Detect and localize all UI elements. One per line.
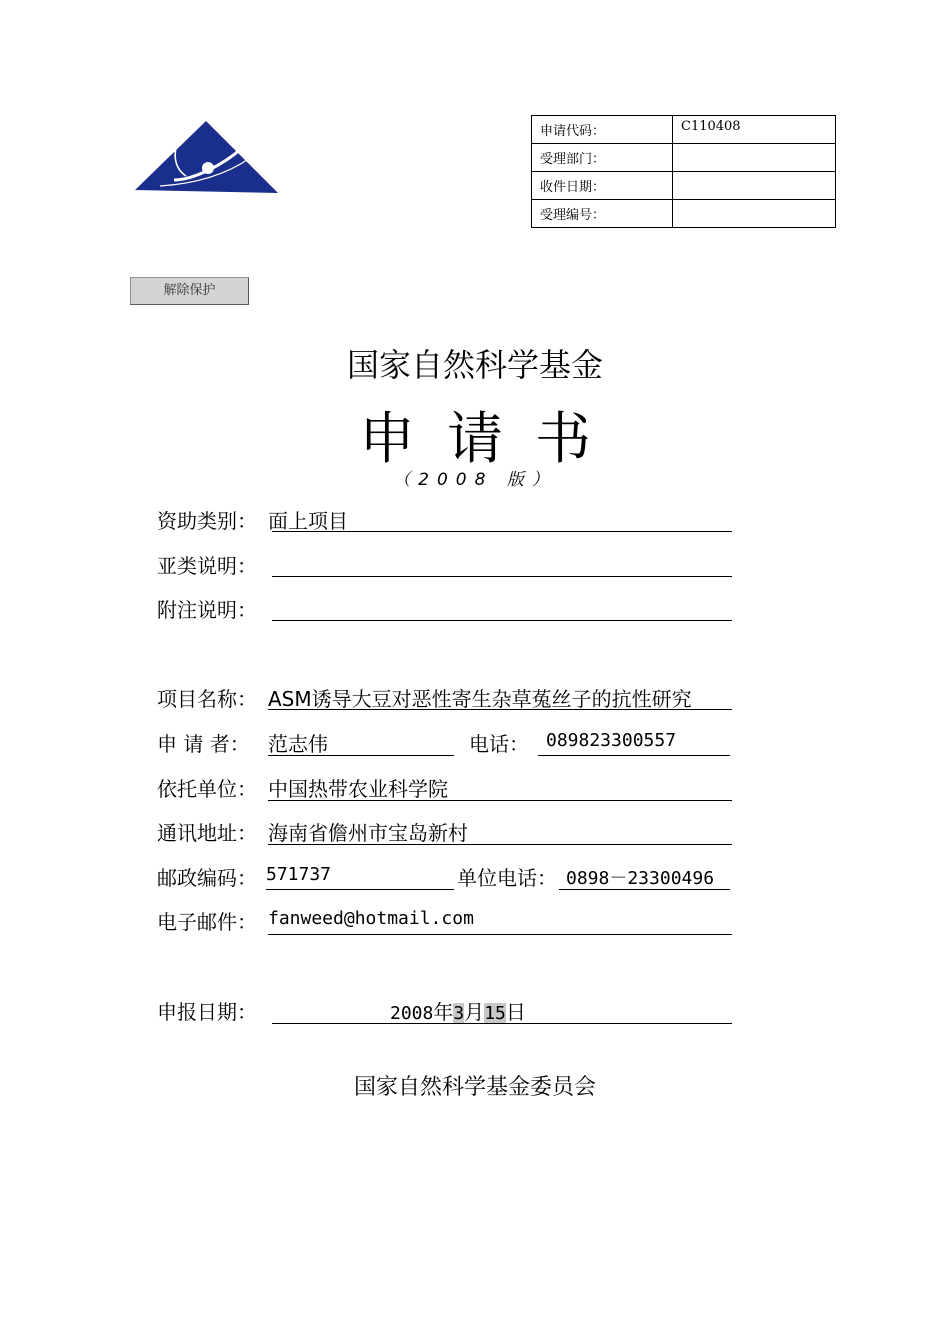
address-label: 通讯地址： <box>157 821 257 845</box>
committee-footer: 国家自然科学基金委员会 <box>353 1075 596 1100</box>
submission-date <box>390 996 526 1026</box>
meta-row <box>532 144 836 172</box>
org-underline <box>268 800 732 801</box>
category-underline <box>272 531 732 532</box>
meta-value[interactable] <box>673 172 836 200</box>
nsfc-logo-mark <box>132 118 282 198</box>
meta-label: 收件日期： <box>532 172 673 200</box>
date-day[interactable]: 15 <box>484 1003 506 1024</box>
application-meta-table <box>531 115 836 228</box>
applicant-label: 申 请 者： <box>157 732 250 756</box>
address-underline <box>268 844 732 845</box>
org-phone-underline <box>559 889 730 890</box>
unprotect-button[interactable]: 解除保护 <box>130 277 249 305</box>
applicant-value[interactable]: 范志伟 <box>268 732 328 756</box>
meta-value[interactable] <box>673 144 836 172</box>
category-label: 资助类别： <box>157 509 257 533</box>
meta-row <box>532 116 836 144</box>
meta-row <box>532 172 836 200</box>
address-value[interactable]: 海南省儋州市宝岛新村 <box>268 821 468 845</box>
project-value[interactable]: ASM诱导大豆对恶性寄生杂草菟丝子的抗性研究 <box>268 687 692 711</box>
meta-label: 受理编号： <box>532 200 673 228</box>
date-label: 申报日期： <box>157 1000 257 1024</box>
phone-label: 电话： <box>469 732 529 756</box>
subcategory-label: 亚类说明： <box>157 554 257 578</box>
nsfc-logo <box>132 118 282 198</box>
title-application: 申请书 <box>359 407 623 472</box>
note-field[interactable] <box>272 620 732 621</box>
org-label: 依托单位： <box>157 777 257 801</box>
email-label: 电子邮件： <box>157 910 257 934</box>
date-month[interactable]: 3 <box>453 1003 465 1024</box>
email-underline <box>268 934 732 935</box>
category-value[interactable]: 面上项目 <box>268 509 348 533</box>
date-year-unit: 年 <box>433 1000 454 1024</box>
meta-label: 受理部门： <box>532 144 673 172</box>
meta-value[interactable] <box>673 200 836 228</box>
email-value[interactable]: fanweed@hotmail.com <box>268 908 474 929</box>
title-version: （2008 版） <box>393 470 557 490</box>
date-underline <box>272 1023 732 1024</box>
applicant-underline <box>268 755 454 756</box>
postcode-underline <box>266 889 454 890</box>
date-month-unit: 月 <box>464 1000 485 1024</box>
meta-label: 申请代码： <box>532 116 673 144</box>
postcode-value[interactable]: 571737 <box>266 864 332 885</box>
date-year[interactable]: 2008 <box>390 1003 434 1024</box>
postcode-label: 邮政编码： <box>157 866 257 890</box>
org-value[interactable]: 中国热带农业科学院 <box>268 777 448 801</box>
note-label: 附注说明： <box>157 598 257 622</box>
org-phone-label: 单位电话： <box>457 866 557 890</box>
subcategory-field[interactable] <box>272 576 732 577</box>
meta-row <box>532 200 836 228</box>
phone-value[interactable]: 089823300557 <box>546 730 677 751</box>
project-label: 项目名称： <box>157 687 257 711</box>
title-foundation: 国家自然科学基金 <box>346 346 603 384</box>
org-phone-value[interactable]: 0898－23300496 <box>566 868 715 889</box>
date-day-unit: 日 <box>505 1000 526 1024</box>
phone-underline <box>538 755 730 756</box>
project-underline <box>268 709 732 710</box>
meta-value[interactable]: C110408 <box>673 116 836 144</box>
